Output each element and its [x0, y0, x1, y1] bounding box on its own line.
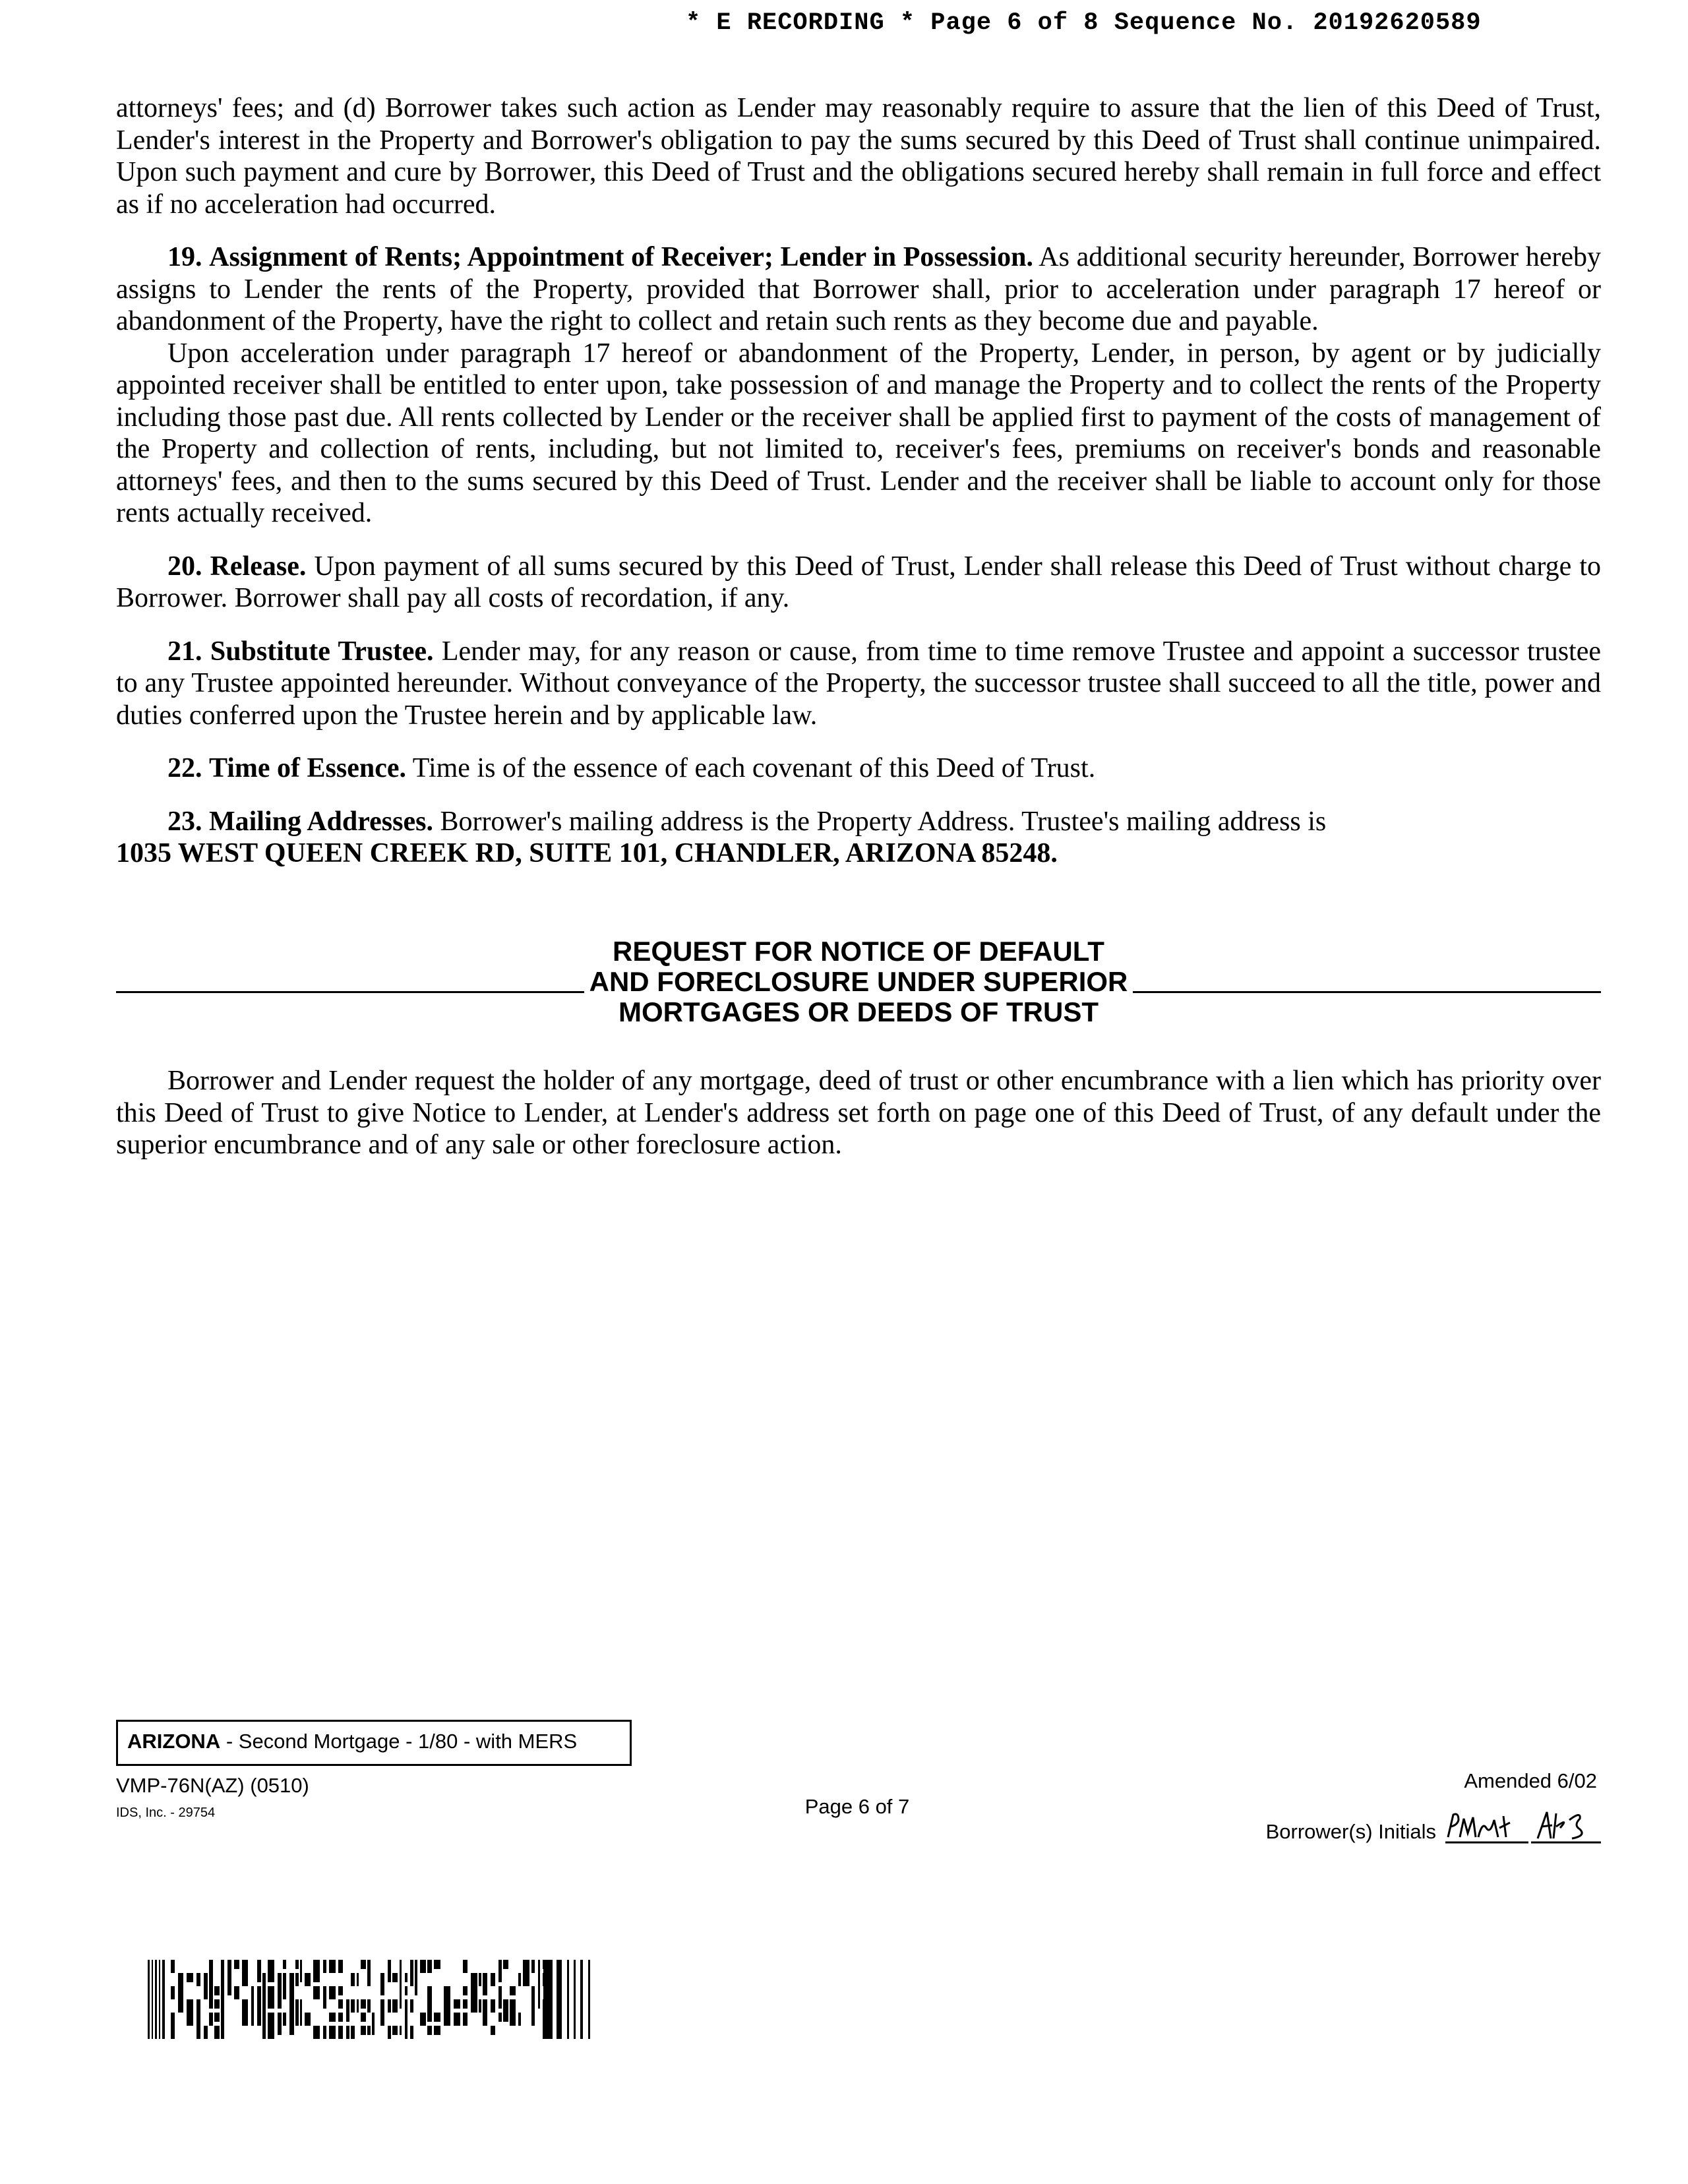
heading-rule-right: [1133, 991, 1601, 993]
section-text: As additional security hereunder, Borrower hereby assigns to Lender the rents of the Property, provided that Borrower shall, prior to acceleration under paragraph 17 hereof or abandonment of the Property, have the right to collect and retain such rents as they become due and payable.: [116, 242, 1601, 336]
request-heading-line-3: MORTGAGES OR DEEDS OF TRUST: [618, 996, 1099, 1027]
continuation-paragraph: attorneys' fees; and (d) Borrower takes such action as Lender may reasonably require to assure that the lien of this Deed of Trust, Lender's interest in the Property and Borrower's obligation to pay the sums secured by this Deed of Trust shall continue unimpaired. Upon such payment and cure by Borrower, this Deed of Trust and the obligations secured hereby shall remain in full force and effect as if no acceleration had occurred.: [116, 93, 1601, 220]
request-text: [116, 1065, 1601, 1161]
section-title: Mailing Addresses.: [209, 806, 433, 837]
form-state: ARIZONA: [127, 1730, 221, 1753]
section-text: Time is of the essence of each covenant of this Deed of Trust.: [406, 753, 1096, 783]
initials-label: Borrower(s) Initials: [1265, 1820, 1436, 1843]
recording-header: * E RECORDING * Page 6 of 8 Sequence No. 20192620589: [686, 9, 1482, 37]
request-heading-line-2: AND FORECLOSURE UNDER SUPERIOR: [116, 967, 1601, 997]
borrower-initials: [1266, 1808, 1602, 1848]
section-19: [116, 241, 1601, 338]
section-number: 21.: [167, 636, 202, 667]
section-title: Substitute Trustee.: [210, 636, 434, 667]
ids-code: IDS, Inc. - 29754: [116, 1805, 216, 1820]
section-title: Time of Essence.: [209, 753, 407, 783]
document-barcode: [148, 1960, 593, 2039]
section-text: Lender may, for any reason or cause, from time to time remove Trustee and appoint a successor trustee to any Trustee appointed hereunder. Without conveyance of the Property, the successor trustee shall succeed to all the title, power and duties conferred upon the Trustee herein and by applicable law.: [116, 636, 1601, 731]
section-text: Borrower's mailing address is the Property Address. Trustee's mailing address is: [433, 806, 1327, 837]
section-number: 19.: [167, 242, 202, 272]
section-number: 20.: [167, 551, 202, 582]
section-number: 22.: [167, 753, 202, 783]
request-heading-line-1: REQUEST FOR NOTICE OF DEFAULT: [613, 936, 1104, 967]
section-23: [116, 806, 1601, 838]
form-title-box: [116, 1720, 632, 1766]
section-title: Release.: [210, 551, 307, 582]
section-22: [116, 752, 1601, 785]
initials-signature-1: [1444, 1808, 1530, 1848]
page-number: Page 6 of 7: [804, 1795, 910, 1818]
section-title: Assignment of Rents; Appointment of Receiver; Lender in Possession.: [209, 242, 1033, 272]
heading-rule-left: [116, 991, 584, 993]
section-20: [116, 551, 1601, 615]
section-text: Upon payment of all sums secured by this Deed of Trust, Lender shall release this Deed of Trust without charge to Borrower. Borrower shall pay all costs of recordation, if any.: [116, 551, 1601, 613]
request-paragraph: Borrower and Lender request the holder of any mortgage, deed of trust or other encumbrance with a lien which has priority over this Deed of Trust to give Notice to Lender, at Lender's address set forth on page one of this Deed of Trust, of any default under the superior encumbrance and of any sale or other foreclosure action.: [116, 1066, 1601, 1160]
section-21: [116, 636, 1601, 732]
section-number: 23.: [167, 806, 202, 837]
document-body: [116, 92, 1601, 870]
form-code: VMP-76N(AZ) (0510): [116, 1774, 309, 1797]
trustee-address: 1035 WEST QUEEN CREEK RD, SUITE 101, CHANDLER, ARIZONA 85248.: [116, 838, 1058, 868]
section-19-continued: Upon acceleration under paragraph 17 hereof or abandonment of the Property, Lender, in person, by agent or by judicially appointed receiver shall be entitled to enter upon, take possession of and manage the Property and to collect the rents of the Property including those past due. All rents collected by Lender or the receiver shall be applied first to payment of the costs of management of the Property and collection of rents, including, but not limited to, receiver's fees, premiums on receiver's bonds and reasonable attorneys' fees, and then to the sums secured by this Deed of Trust. Lender and the receiver shall be liable to account only for those rents actually received.: [116, 338, 1601, 528]
initials-signature-2: [1530, 1808, 1602, 1848]
request-heading: [116, 936, 1601, 1027]
amended-date: Amended 6/02: [1464, 1769, 1597, 1792]
form-description: - Second Mortgage - 1/80 - with MERS: [220, 1730, 578, 1753]
